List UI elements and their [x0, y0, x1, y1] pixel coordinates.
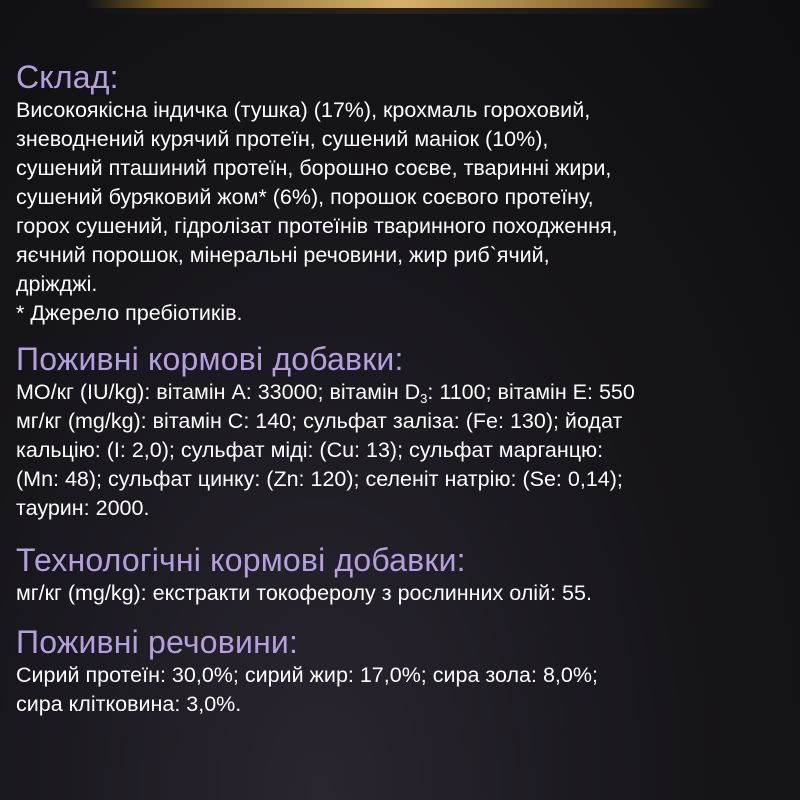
- nutritional-additives-line: (Mn: 48); сульфат цинку: (Zn: 120); селеніт натрію: (Se: 0,14);: [16, 467, 623, 491]
- nutritional-additives-section: [16, 340, 796, 523]
- nutritional-additives-line: таурин: 2000.: [16, 496, 150, 520]
- composition-section: [16, 58, 796, 328]
- decorative-gold-bar: [85, 0, 715, 8]
- composition-heading: Склад:: [16, 59, 119, 95]
- technological-additives-line: мг/кг (mg/kg): екстракти токоферолу з рослинних олій: 55.: [16, 581, 592, 605]
- prebiotics-footnote: * Джерело пребіотиків.: [16, 301, 243, 325]
- nutrients-text: [16, 661, 796, 719]
- nutritional-additives-line: кальцію: (I: 2,0); сульфат міді: (Cu: 13); сульфат марганцю:: [16, 438, 604, 462]
- technological-additives-text: [16, 579, 796, 608]
- vitamins-iu-line-end: : 1100; вітамін Е: 550: [427, 380, 635, 404]
- vitamin-d-subscript: 3: [420, 391, 428, 406]
- vitamins-iu-line-start: МО/кг (IU/kg): вітамін А: 33000; вітамін D: [16, 380, 421, 404]
- composition-line: дріжджі.: [16, 272, 98, 296]
- nutrients-section: [16, 623, 796, 719]
- composition-line: горох сушений, гідролізат протеїнів тваринного походження,: [16, 214, 618, 238]
- nutritional-additives-heading: Поживні кормові добавки:: [16, 341, 404, 377]
- composition-text: [16, 96, 796, 328]
- composition-line: яєчний порошок, мінеральні речовини, жир риб`ячий,: [16, 243, 550, 267]
- nutritional-additives-line: мг/кг (mg/kg): вітамін С: 140; сульфат заліза: (Fe: 130); йодат: [16, 409, 623, 433]
- technological-additives-heading: Технологічні кормові добавки:: [16, 542, 466, 578]
- ingredients-panel: [16, 58, 796, 719]
- technological-additives-section: [16, 541, 796, 608]
- nutrients-line: сира клітковина: 3,0%.: [16, 692, 242, 716]
- composition-line: сушений буряковий жом* (6%), порошок соєвого протеїну,: [16, 185, 594, 209]
- nutritional-additives-text: [16, 378, 796, 523]
- vitamins-iu-line: [16, 378, 796, 407]
- composition-line: сушений пташиний протеїн, борошно соєве, тваринні жири,: [16, 156, 612, 180]
- composition-line: Високоякісна індичка (тушка) (17%), крохмаль гороховий,: [16, 98, 591, 122]
- composition-line: зневоднений курячий протеїн, сушений маніок (10%),: [16, 127, 549, 151]
- nutrients-heading: Поживні речовини:: [16, 624, 299, 660]
- nutrients-line: Сирий протеїн: 30,0%; сирий жир: 17,0%; сира зола: 8,0%;: [16, 663, 598, 687]
